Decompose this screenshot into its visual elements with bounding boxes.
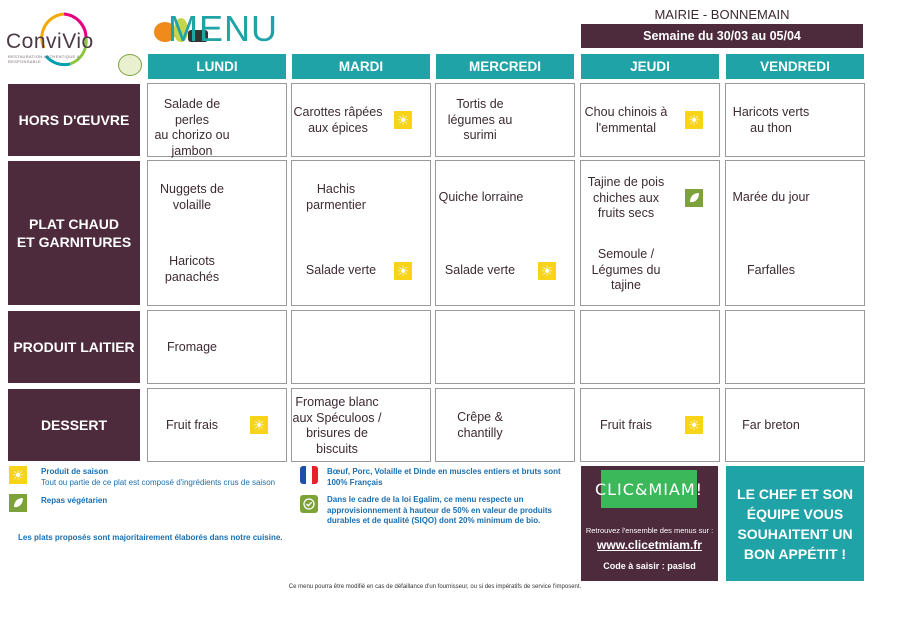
dish-main: [581, 175, 671, 222]
dish-line: Haricots verts: [732, 105, 810, 119]
chef-message-panel: [726, 466, 864, 581]
dish-line: aux Spéculoos /: [292, 410, 382, 425]
menu-cell-dessert-mardi: [291, 388, 431, 462]
dish-line: Chou chinois à: [584, 105, 668, 119]
dish-line: l'emmental: [595, 120, 657, 135]
check-badge-icon: [300, 495, 318, 513]
dish-line: Fromage: [166, 340, 218, 354]
sun-icon: ☀: [250, 416, 268, 434]
dish-line: volaille: [172, 197, 212, 212]
legend-saison-title: Produit de saison: [41, 467, 109, 476]
menu-cell-hors-jeudi: [580, 83, 720, 157]
logo-name: ConviVio: [6, 30, 94, 53]
dish-text: [148, 418, 236, 434]
leaf-icon: [9, 494, 27, 512]
clicetmiam-panel: [581, 466, 718, 581]
dish-line: Far breton: [742, 418, 800, 432]
dish-text: [581, 418, 671, 434]
dish-line: Marée du jour: [732, 190, 810, 204]
dish-line: Salade verte: [305, 263, 377, 277]
sun-icon: ☀: [9, 466, 27, 484]
dish-line: brisures de: [306, 426, 368, 440]
menu-cell-laitier-mardi: [291, 310, 431, 384]
menu-cell-laitier-mercredi: [435, 310, 575, 384]
dish-line: légumes au: [447, 112, 513, 127]
dish-text: [726, 418, 816, 434]
menu-cell-dessert-jeudi: [580, 388, 720, 462]
day-header-lundi: LUNDI: [148, 54, 286, 79]
chef-line: LE CHEF ET SON: [737, 485, 853, 502]
day-header-vendredi: VENDREDI: [726, 54, 864, 79]
menu-cell-dessert-vendredi: [725, 388, 865, 462]
dish-text: [726, 105, 816, 136]
week-banner: Semaine du 30/03 au 05/04: [581, 24, 863, 48]
legend-egalim: [327, 495, 577, 527]
category-dessert: [8, 389, 140, 461]
chef-line: SOUHAITENT UN: [737, 525, 853, 542]
menu-cell-plat-mardi: [291, 160, 431, 306]
dish-line: Semoule /: [597, 247, 655, 261]
dish-text: [436, 97, 524, 144]
partner-badge-icon: [118, 54, 142, 76]
dish-text: [148, 340, 236, 356]
menu-cell-hors-mercredi: [435, 83, 575, 157]
menu-cell-plat-mercredi: [435, 160, 575, 306]
dish-main: [436, 190, 526, 206]
dish-text: [148, 97, 236, 159]
dish-line: Tajine de pois: [587, 175, 665, 189]
dish-line: chiches aux: [592, 190, 659, 205]
dish-line: Carottes râpées: [293, 105, 383, 119]
dish-line: Fruit frais: [165, 418, 219, 432]
sun-icon: ☀: [394, 262, 412, 280]
leaf-icon: [685, 189, 703, 207]
chef-line: ÉQUIPE VOUS: [746, 505, 844, 522]
legend-line: 100% Français: [327, 477, 383, 487]
dish-text: [581, 105, 671, 136]
dish-line: Farfalles: [747, 263, 795, 277]
dish-text: [292, 395, 382, 457]
legend-vege-title: Repas végétarien: [41, 496, 108, 505]
menu-cell-dessert-lundi: [147, 388, 287, 462]
category-produit-laitier: [8, 311, 140, 383]
sun-icon: ☀: [394, 111, 412, 129]
dish-side: [726, 263, 816, 279]
legend-line: Bœuf, Porc, Volaille et Dinde en muscles entiers et bruts sont: [327, 467, 561, 476]
category-label: ET GARNITURES: [16, 234, 132, 250]
category-label: PLAT CHAUD: [29, 216, 119, 232]
retrouvez-text: Retrouvez l'ensemble des menus sur :: [585, 526, 714, 535]
dish-side: [296, 263, 386, 279]
dish-line: Fruit frais: [599, 418, 653, 432]
dish-line: Fromage blanc: [295, 395, 379, 409]
chef-line: BON APPÉTIT !: [743, 545, 847, 562]
dish-line: tajine: [611, 278, 641, 292]
menu-cell-laitier-jeudi: [580, 310, 720, 384]
dish-main: [292, 182, 380, 213]
convivio-logo: [6, 8, 116, 70]
french-flag-icon: [300, 466, 318, 484]
dish-line: Haricots: [169, 254, 215, 268]
clicetmiam-link[interactable]: www.clicetmiam.fr: [597, 538, 702, 552]
menu-cell-dessert-mercredi: [435, 388, 575, 462]
dish-text: [436, 410, 524, 441]
menu-cell-plat-vendredi: [725, 160, 865, 306]
legend-saison-text: Tout ou partie de ce plat est composé d'ingrédients crus de saison: [41, 478, 276, 487]
menu-cell-hors-lundi: [147, 83, 287, 157]
dish-line: jambon: [171, 143, 213, 158]
legend-line: approvisionnement à hauteur de 50% en valeur de produits: [327, 505, 552, 515]
menu-cell-hors-mardi: [291, 83, 431, 157]
dish-main: [148, 182, 236, 213]
category-label: HORS D'ŒUVRE: [18, 112, 130, 128]
legend-francais: [327, 467, 577, 488]
day-header-mercredi: MERCREDI: [436, 54, 574, 79]
sun-icon: ☀: [685, 416, 703, 434]
category-label: DESSERT: [40, 417, 108, 433]
legend-line: durables et de qualité (SIQO) dont 20% minimum de bio.: [327, 516, 541, 525]
dish-line: parmentier: [306, 197, 366, 212]
menu-cell-hors-vendredi: [725, 83, 865, 157]
menu-cell-laitier-lundi: [147, 310, 287, 384]
page-title: MENU: [168, 8, 278, 49]
legend-line: Dans le cadre de la loi Egalim, ce menu respecte un: [327, 495, 524, 504]
dish-line: fruits secs: [597, 206, 655, 220]
dish-line: au chorizo ou: [154, 128, 230, 142]
menu-cell-plat-lundi: [147, 160, 287, 306]
dish-line: chantilly: [457, 425, 503, 440]
category-hors-doeuvre: [8, 84, 140, 156]
access-code: Code à saisir : paslsd: [603, 561, 696, 571]
dish-line: aux épices: [308, 120, 368, 135]
dish-line: Tortis de: [456, 97, 504, 111]
dish-line: Salade verte: [444, 263, 516, 277]
dish-main: [726, 190, 816, 206]
dish-line: Hachis: [316, 182, 356, 196]
dish-side: [440, 263, 520, 279]
dish-line: Légumes du: [591, 262, 661, 277]
dish-line: au thon: [750, 120, 792, 135]
category-plat-chaud: [8, 161, 140, 305]
dish-line: Nuggets de: [160, 182, 224, 196]
menu-cell-laitier-vendredi: [725, 310, 865, 384]
dish-line: biscuits: [316, 441, 358, 456]
sun-icon: ☀: [685, 111, 703, 129]
day-header-jeudi: JEUDI: [581, 54, 719, 79]
clicetmiam-logo: CLIC&MIAM!: [601, 470, 697, 508]
dish-text: [292, 105, 384, 136]
sun-icon: ☀: [538, 262, 556, 280]
legend-cuisine-note: Les plats proposés sont majoritairement élaborés dans notre cuisine.: [18, 533, 283, 542]
dish-line: surimi: [463, 128, 497, 142]
footer-disclaimer: Ce menu pourra être modifié en cas de défaillance d'un fournisseur, ou si des impératifs de service l'imposent.: [288, 584, 582, 590]
menu-cell-plat-jeudi: [580, 160, 720, 306]
logo-tagline: RESTAURATION AUTHENTIQUE & RESPONSABLE: [8, 54, 80, 64]
day-header-mardi: MARDI: [292, 54, 430, 79]
dish-line: panachés: [164, 269, 220, 284]
dish-line: Crêpe &: [457, 410, 503, 424]
dish-line: Quiche lorraine: [438, 190, 524, 204]
dish-side: [581, 247, 671, 294]
location-label: MAIRIE - BONNEMAIN: [654, 7, 790, 22]
dish-side: [148, 254, 236, 285]
category-label: PRODUIT LAITIER: [13, 339, 135, 355]
dish-line: Salade de perles: [163, 97, 221, 127]
